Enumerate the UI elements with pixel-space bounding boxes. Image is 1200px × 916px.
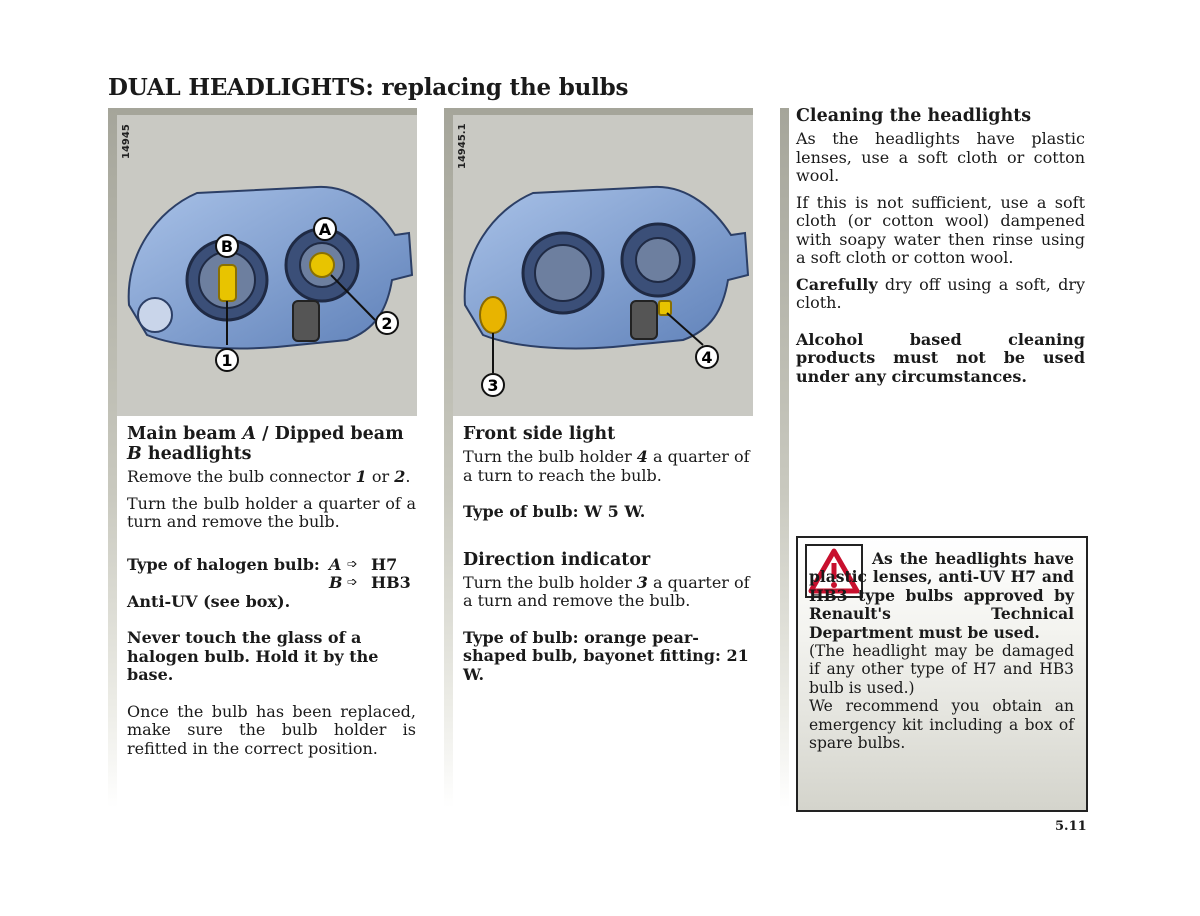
section-heading: Main beam A / Dipped beam B headlights [127,424,404,464]
warning-kit-text: We recommend you obtain an emergency kit including a box of spare bulbs. [809,697,1074,753]
section-heading-front-side-light: Front side light [463,424,616,444]
callout-3: 3 [487,376,499,395]
page-number: 5.11 [1055,819,1087,834]
bulb-type-table: Type of halogen bulb: A ➩ H7 B ➩ HB3 [127,554,411,592]
figure-id: 14945.1 [457,123,468,169]
arrow-icon: ➩ [347,575,358,590]
paragraph-refit: Once the bulb has been replaced, make sure the bulb holder is refitted in the correct position. [127,701,416,758]
headlight-figure-side-indicator [453,108,753,416]
page-title: DUAL HEADLIGHTS: replacing the bulbs [108,74,629,101]
paragraph-front-side: Turn the bulb holder 4 a quarter of a turn to reach the bulb. [463,447,750,485]
column-main-dipped-beam [127,424,416,766]
alcohol-warning: Alcohol based cleaning products must not be used under any circumstances. [796,329,1085,386]
paragraph-remove-connector: Remove the bulb connector 1 or 2. [127,467,411,486]
figure-id: 14945 [121,124,132,159]
headlight-figure-main-dipped [117,108,417,416]
arrow-icon: ➩ [347,556,358,572]
front-side-bulb-type: Type of bulb: W 5 W. [463,502,646,521]
column-divider-right [780,108,789,808]
paragraph-plastic-lenses: As the headlights have plastic lenses, use a soft cloth or cotton wool. [796,129,1085,185]
callout-b: B [220,237,234,256]
anti-uv-note: Anti-UV (see box). [127,591,291,611]
paragraph-soapy-water: If this is not sufficient, use a soft cloth (or cotton wool) dampened with soapy water then rinse using a soft cloth or cotton wool. [796,192,1085,267]
paragraph-dry-off: Carefully dry off using a soft, dry cloth. [796,274,1085,312]
callout-a: A [318,220,332,239]
never-touch-warning: Never touch the glass of a halogen bulb. Hold it by the base. [127,628,379,684]
callout-2: 2 [381,314,393,333]
headlight-illustration [453,115,753,416]
paragraph-direction: Turn the bulb holder 3 a quarter of a turn and remove the bulb. [463,572,750,610]
warning-damage-text: (The headlight may be damaged if any other type of H7 and HB3 bulb is used.) [809,642,1074,697]
column-side-light-indicator [463,424,752,692]
warning-bold-text: As the headlights have plastic lenses, anti-UV H7 and HB3 type bulbs approved by Renault's Technical Department must be used. [809,549,1074,642]
column-cleaning [796,106,1085,394]
section-heading-cleaning: Cleaning the headlights [796,106,1032,126]
callout-1: 1 [221,351,233,370]
headlight-illustration [117,115,417,416]
warning-box [796,536,1088,812]
direction-bulb-type: Type of bulb: orange pear-shaped bulb, bayonet fitting: 21 W. [463,627,749,684]
column-divider-middle [444,108,453,808]
callout-4: 4 [701,348,713,367]
section-heading-direction-indicator: Direction indicator [463,549,651,570]
paragraph-turn-holder: Turn the bulb holder a quarter of a turn and remove the bulb. [127,493,416,531]
column-divider-left [108,108,117,808]
